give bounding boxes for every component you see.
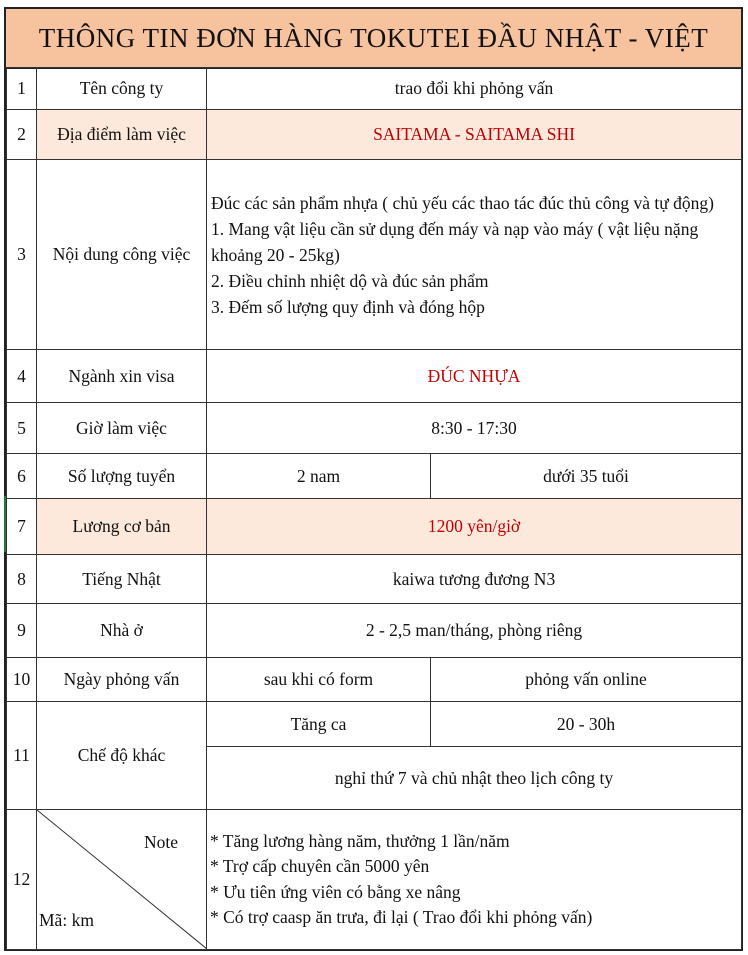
row-value-a: 2 nam	[207, 454, 431, 499]
row-label: Giờ làm việc	[37, 403, 207, 454]
row-number: 12	[7, 810, 37, 950]
row-value-b: phỏng vấn online	[431, 658, 742, 702]
row-value-a: sau khi có form	[207, 658, 431, 702]
row-number: 2	[7, 110, 37, 160]
row-number: 1	[7, 68, 37, 110]
table-row	[7, 702, 742, 747]
sheet-title: THÔNG TIN ĐƠN HÀNG TOKUTEI ĐẦU NHẬT - VIỆT	[6, 9, 741, 69]
table-row	[7, 403, 742, 454]
note-header-cell	[37, 810, 207, 950]
row-number: 3	[7, 160, 37, 350]
code-label: Mã: km	[39, 910, 94, 930]
row-value-c: nghỉ thứ 7 và chủ nhật theo lịch công ty	[207, 747, 742, 810]
row-value-b: 20 - 30h	[431, 702, 742, 747]
row-value: trao đổi khi phỏng vấn	[207, 68, 742, 110]
row-label: Ngành xin visa	[37, 350, 207, 403]
table-row	[7, 810, 742, 950]
job-description-cell	[207, 160, 742, 350]
job-description-line: 1. Mang vật liệu cần sử dụng đến máy và nạp vào máy ( vật liệu nặng khoảng 20 - 25kg)	[211, 218, 699, 265]
job-description-line: Đúc các sản phẩm nhựa ( chủ yếu các thao tác đúc thủ công và tự động)	[211, 192, 714, 213]
row-label: Tên công ty	[37, 68, 207, 110]
table-row	[7, 499, 742, 555]
row-number: 10	[7, 658, 37, 702]
row-number: 6	[7, 454, 37, 499]
row-label: Chế độ khác	[37, 702, 207, 810]
info-table	[6, 67, 742, 950]
row-value: ĐÚC NHỰA	[207, 350, 742, 403]
row-value: 8:30 - 17:30	[207, 403, 742, 454]
row-value: 2 - 2,5 man/tháng, phòng riêng	[207, 604, 742, 658]
table-row	[7, 604, 742, 658]
table-row	[7, 555, 742, 604]
row-number: 8	[7, 555, 37, 604]
note-label: Note	[143, 832, 178, 852]
note-line: * Ưu tiên ứng viên có bằng xe nâng	[210, 881, 461, 902]
row-label: Nhà ở	[37, 604, 207, 658]
row-label: Tiếng Nhật	[37, 555, 207, 604]
table-row	[7, 350, 742, 403]
table-row	[7, 454, 742, 499]
table-row	[7, 160, 742, 350]
table-row	[7, 68, 742, 110]
row-value-b: dưới 35 tuổi	[431, 454, 742, 499]
row-label: Nội dung công việc	[37, 160, 207, 350]
notes-cell	[207, 810, 742, 950]
row-label: Lương cơ bản	[37, 499, 207, 555]
table-row	[7, 110, 742, 160]
row-number: 9	[7, 604, 37, 658]
selected-row-marker	[4, 496, 6, 552]
row-value: SAITAMA - SAITAMA SHI	[207, 110, 742, 160]
row-number: 7	[7, 499, 37, 555]
row-value: 1200 yên/giờ	[207, 499, 742, 555]
row-number: 4	[7, 350, 37, 403]
job-description-line: 3. Đếm số lượng quy định và đóng hộp	[211, 296, 485, 317]
row-value: kaiwa tương đương N3	[207, 555, 742, 604]
row-number: 11	[7, 702, 37, 810]
row-label: Ngày phỏng vấn	[37, 658, 207, 702]
row-label: Địa điểm làm việc	[37, 110, 207, 160]
row-label: Số lượng tuyển	[37, 454, 207, 499]
row-value-a: Tăng ca	[207, 702, 431, 747]
job-description-line: 2. Điều chỉnh nhiệt dộ và đúc sản phẩm	[211, 270, 489, 291]
note-line: * Có trợ caasp ăn trưa, đi lại ( Trao đổi khi phỏng vấn)	[210, 907, 593, 927]
order-info-sheet	[4, 7, 743, 951]
row-number: 5	[7, 403, 37, 454]
note-line: * Tăng lương hàng năm, thưởng 1 lần/năm	[210, 830, 510, 851]
note-line: * Trợ cấp chuyên cần 5000 yên	[210, 856, 430, 876]
table-row	[7, 658, 742, 702]
